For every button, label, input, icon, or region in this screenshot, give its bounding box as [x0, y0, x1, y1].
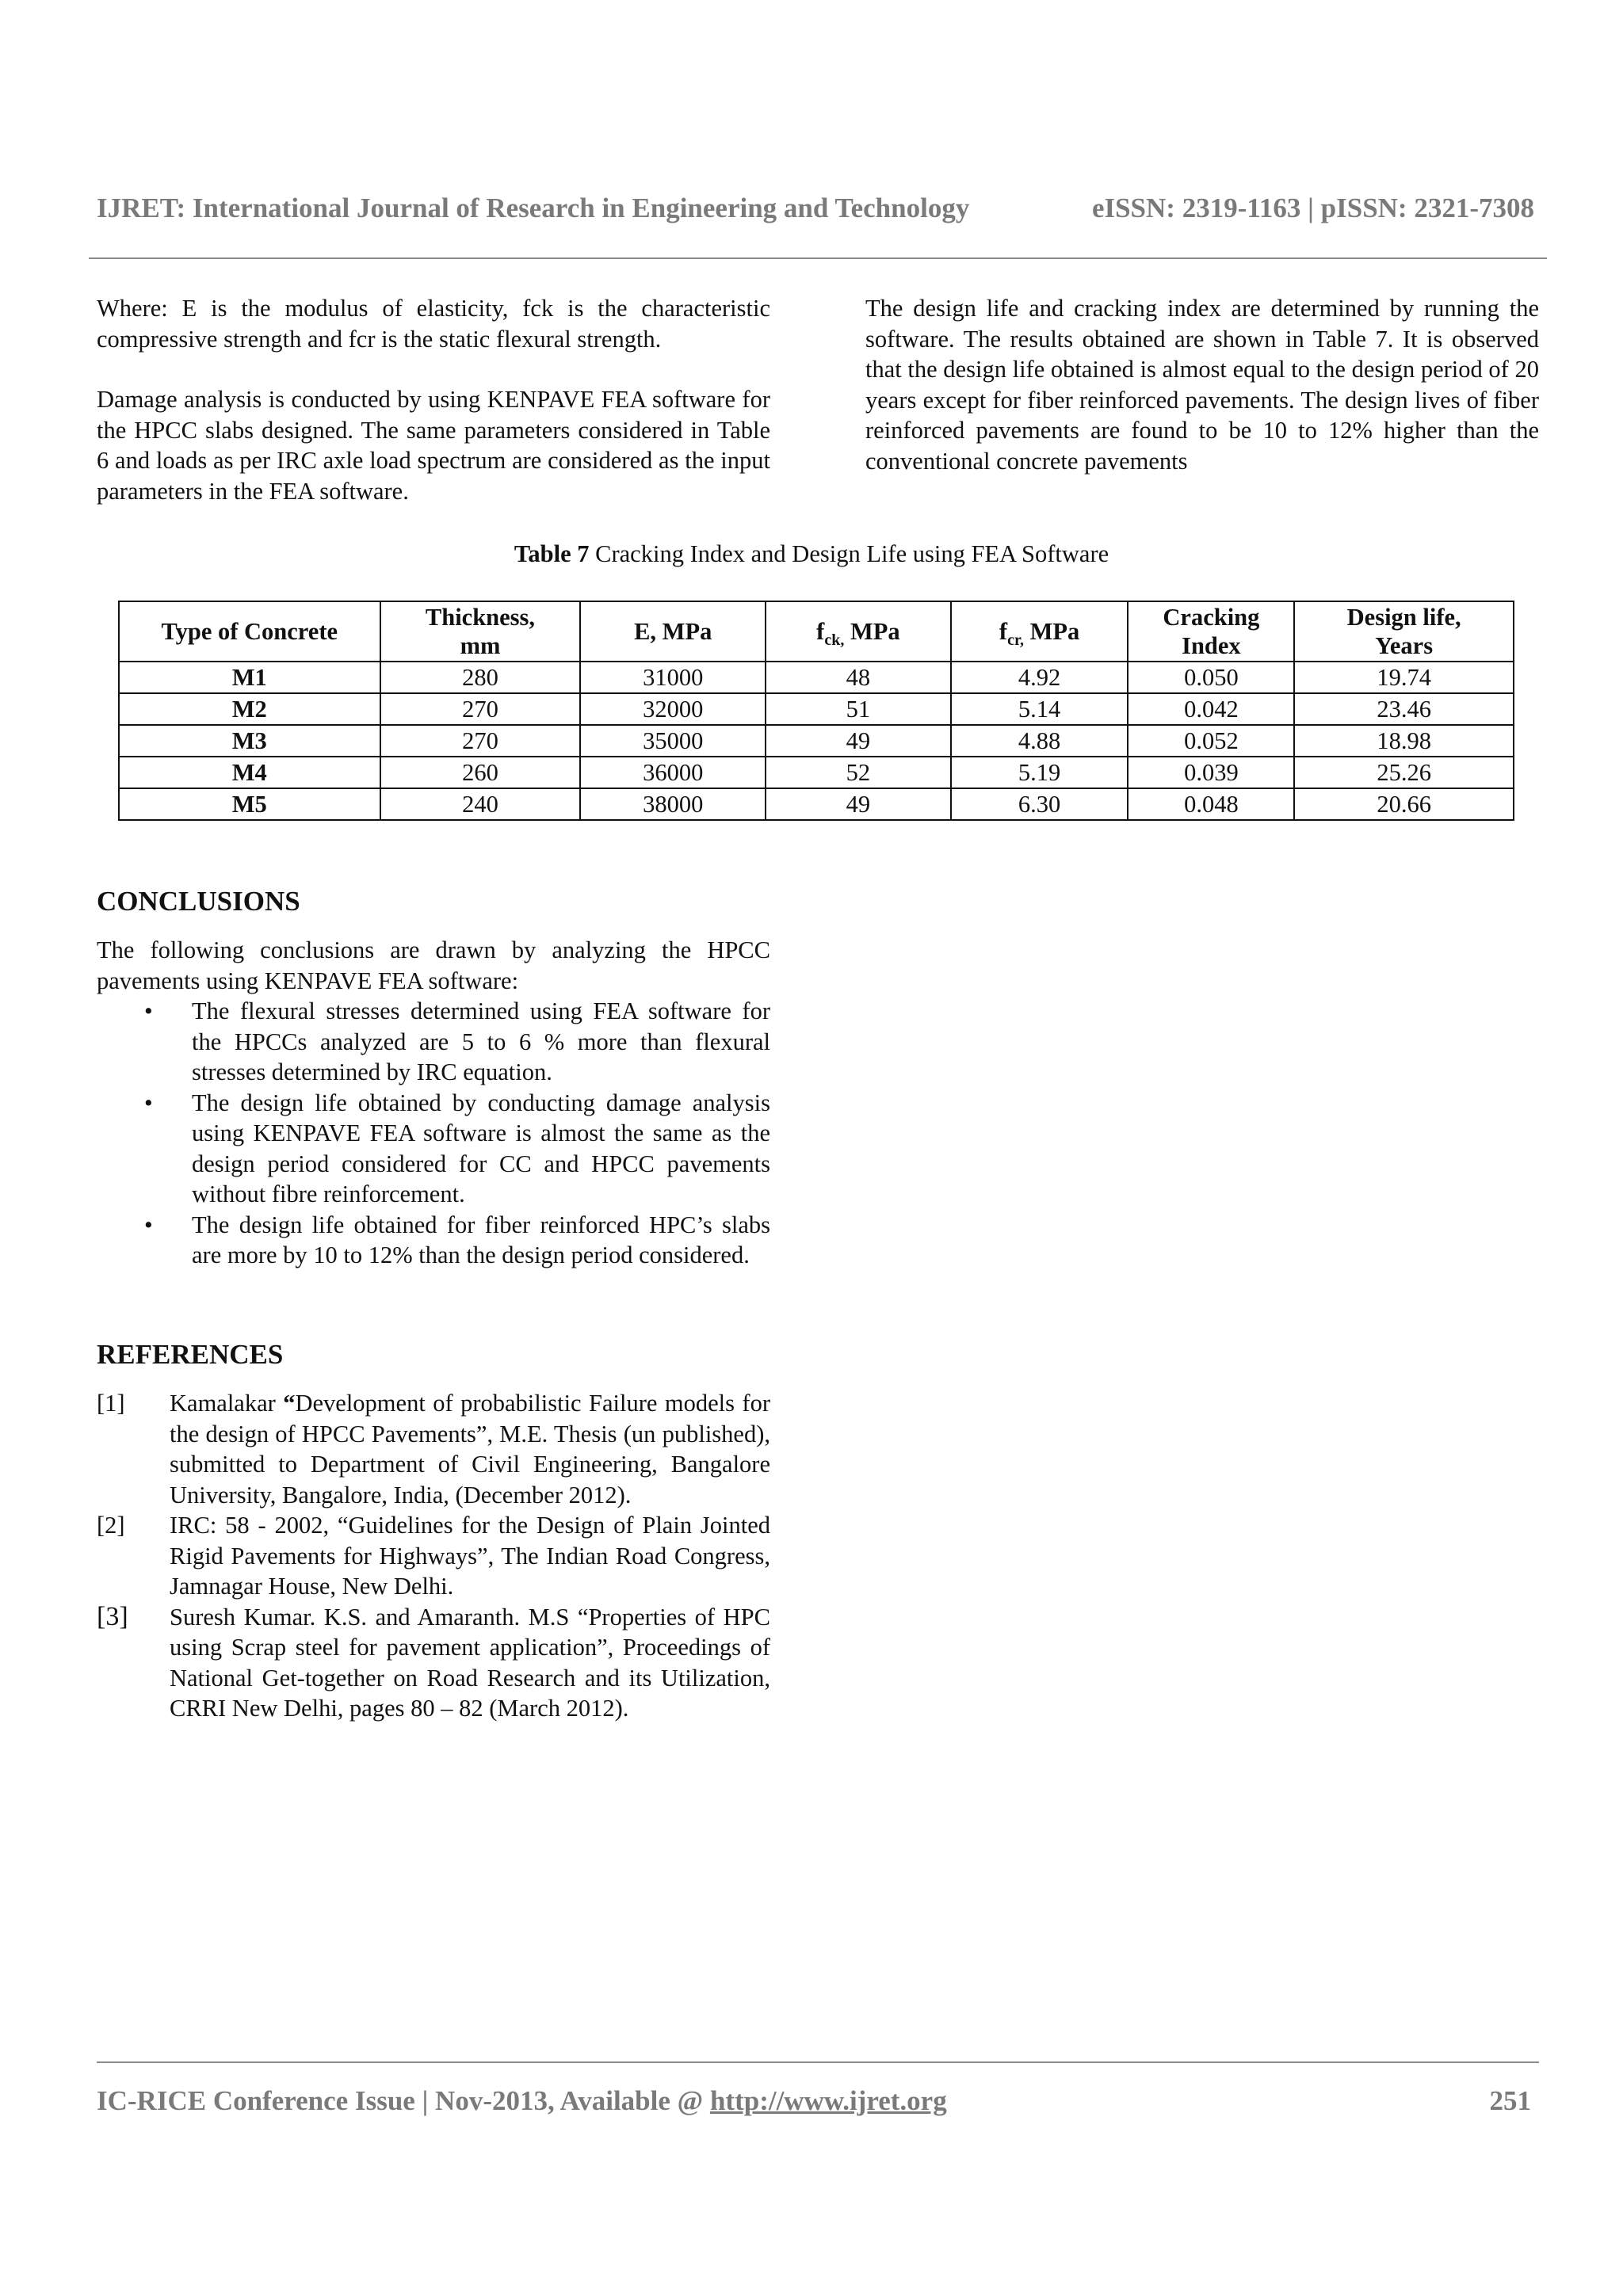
cell-design-life: 19.74 — [1294, 662, 1514, 693]
cell-e: 36000 — [580, 757, 766, 788]
cell-design-life: 23.46 — [1294, 693, 1514, 725]
conclusions-heading: CONCLUSIONS — [97, 886, 300, 917]
reference-item: [3] Suresh Kumar. K.S. and Amaranth. M.S “Properties of HPC using Scrap steel for pavement application”, Proceedings of National Get-together on Road Research and its Utilization, CRRI New Delhi, pages 80 – 82 (March 2012). — [97, 1601, 770, 1722]
cell-fcr: 5.19 — [951, 757, 1128, 788]
cell-type: M5 — [119, 788, 380, 820]
reference-item: [2] IRC: 58 - 2002, “Guidelines for the Design of Plain Jointed Rigid Pavements for Highways”, The Indian Road Congress, Jamnagar House, New Delhi. — [97, 1512, 770, 1600]
cell-fcr: 6.30 — [951, 788, 1128, 820]
reference-number: [3] — [97, 1601, 128, 1631]
footer-issue: IC-RICE Conference Issue | Nov-2013, Available @ http://www.ijret.org — [97, 2085, 947, 2116]
journal-link[interactable]: http://www.ijret.org — [709, 2085, 947, 2116]
col-fck: $f_{ck,}$ MPa — [766, 601, 951, 662]
list-item: • The flexural stresses determined using FEA software for the HPCCs analyzed are 5 to 6 % more than flexural stresses determined by IRC equation. — [144, 997, 770, 1085]
cell-fck: 51 — [766, 693, 951, 725]
running-header — [97, 193, 1534, 224]
cell-fcr: 4.88 — [951, 725, 1128, 757]
cell-e: 38000 — [580, 788, 766, 820]
header-rule — [89, 257, 1547, 259]
cell-type: M4 — [119, 757, 380, 788]
paragraph-design-life: The design life and cracking index are determined by running the software. The results obtained are shown in Table 7. It is observed that the design life obtained is almost equal to the design period of 20 years except for fiber reinforced pavements. The design lives of fiber reinforced pavements are found to be 10 to 12% higher than the conventional concrete pavements — [865, 295, 1539, 475]
table-caption-label: Table 7 — [514, 540, 590, 567]
cell-thickness: 260 — [380, 757, 581, 788]
cell-cracking-index: 0.042 — [1128, 693, 1294, 725]
cell-design-life: 25.26 — [1294, 757, 1514, 788]
cell-cracking-index: 0.050 — [1128, 662, 1294, 693]
col-fcr: $f_{cr,}$ MPa — [951, 601, 1128, 662]
col-cracking-index: Cracking Index — [1128, 601, 1294, 662]
table-row — [119, 693, 1514, 725]
col-type: Type of Concrete — [119, 601, 380, 662]
references-heading: REFERENCES — [97, 1339, 284, 1370]
left-column-intro — [97, 293, 770, 506]
conclusions-intro: The following conclusions are drawn by analyzing the HPCC pavements using KENPAVE FEA software: — [97, 936, 770, 994]
page-number: 251 — [1489, 2085, 1531, 2116]
bullet-icon: • — [144, 1089, 153, 1116]
issn-info: eISSN: 2319-1163 | pISSN: 2321-7308 — [1091, 193, 1534, 223]
cell-thickness: 270 — [380, 725, 581, 757]
cell-fck: 48 — [766, 662, 951, 693]
cell-type: M2 — [119, 693, 380, 725]
cell-e: 31000 — [580, 662, 766, 693]
cell-fck: 49 — [766, 788, 951, 820]
cell-thickness: 240 — [380, 788, 581, 820]
cell-fcr: 4.92 — [951, 662, 1128, 693]
col-design-life: Design life, Years — [1294, 601, 1514, 662]
cell-design-life: 20.66 — [1294, 788, 1514, 820]
col-thickness: Thickness, mm — [380, 601, 581, 662]
cell-cracking-index: 0.039 — [1128, 757, 1294, 788]
list-item: • The design life obtained by conducting damage analysis using KENPAVE FEA software is almost the same as the design period considered for CC and HPCC pavements without fibre reinforcement. — [144, 1089, 770, 1207]
col-e: E, MPa — [580, 601, 766, 662]
cell-e: 32000 — [580, 693, 766, 725]
table-caption — [0, 540, 1623, 568]
bullet-icon: • — [144, 1211, 153, 1238]
running-footer — [97, 2085, 1531, 2117]
bullet-icon: • — [144, 997, 153, 1024]
cell-fck: 52 — [766, 757, 951, 788]
table-caption-text: Cracking Index and Design Life using FEA Software — [589, 540, 1109, 567]
table-header-row — [119, 601, 1514, 662]
table-row — [119, 788, 1514, 820]
footer-rule — [97, 2061, 1539, 2063]
references-list — [97, 1388, 770, 1724]
reference-item: [1] Kamalakar “Development of probabilistic Failure models for the design of HPCC Pavements”, M.E. Thesis (un published), submitted to Department of Civil Engineering, Bangalore University, Bangalore, India, (December 2012). — [97, 1390, 770, 1508]
cell-type: M3 — [119, 725, 380, 757]
cell-design-life: 18.98 — [1294, 725, 1514, 757]
cell-thickness: 270 — [380, 693, 581, 725]
journal-title: IJRET: International Journal of Research in Engineering and Technology — [97, 193, 970, 223]
cell-cracking-index: 0.048 — [1128, 788, 1294, 820]
cell-cracking-index: 0.052 — [1128, 725, 1294, 757]
list-item: • The design life obtained for fiber reinforced HPC’s slabs are more by 10 to 12% than the design period considered. — [144, 1211, 770, 1268]
table-row — [119, 662, 1514, 693]
paragraph-damage-analysis: Damage analysis is conducted by using KENPAVE FEA software for the HPCC slabs designed. The same parameters considered in Table 6 and loads as per IRC axle load spectrum are considered as the input parameters in the FEA software. — [97, 386, 770, 505]
cell-fck: 49 — [766, 725, 951, 757]
table-row — [119, 725, 1514, 757]
table-row — [119, 757, 1514, 788]
conclusions-list — [97, 996, 770, 1271]
paragraph-where: Where: E is the modulus of elasticity, fck is the characteristic compressive strength and fcr is the static flexural strength. — [97, 295, 770, 353]
reference-number: [1] — [97, 1390, 125, 1417]
cell-fcr: 5.14 — [951, 693, 1128, 725]
table-cracking-index — [118, 601, 1514, 821]
cell-type: M1 — [119, 662, 380, 693]
right-column-intro — [865, 293, 1539, 476]
cell-e: 35000 — [580, 725, 766, 757]
reference-number: [2] — [97, 1512, 125, 1539]
cell-thickness: 280 — [380, 662, 581, 693]
conclusions-body — [97, 935, 770, 1271]
